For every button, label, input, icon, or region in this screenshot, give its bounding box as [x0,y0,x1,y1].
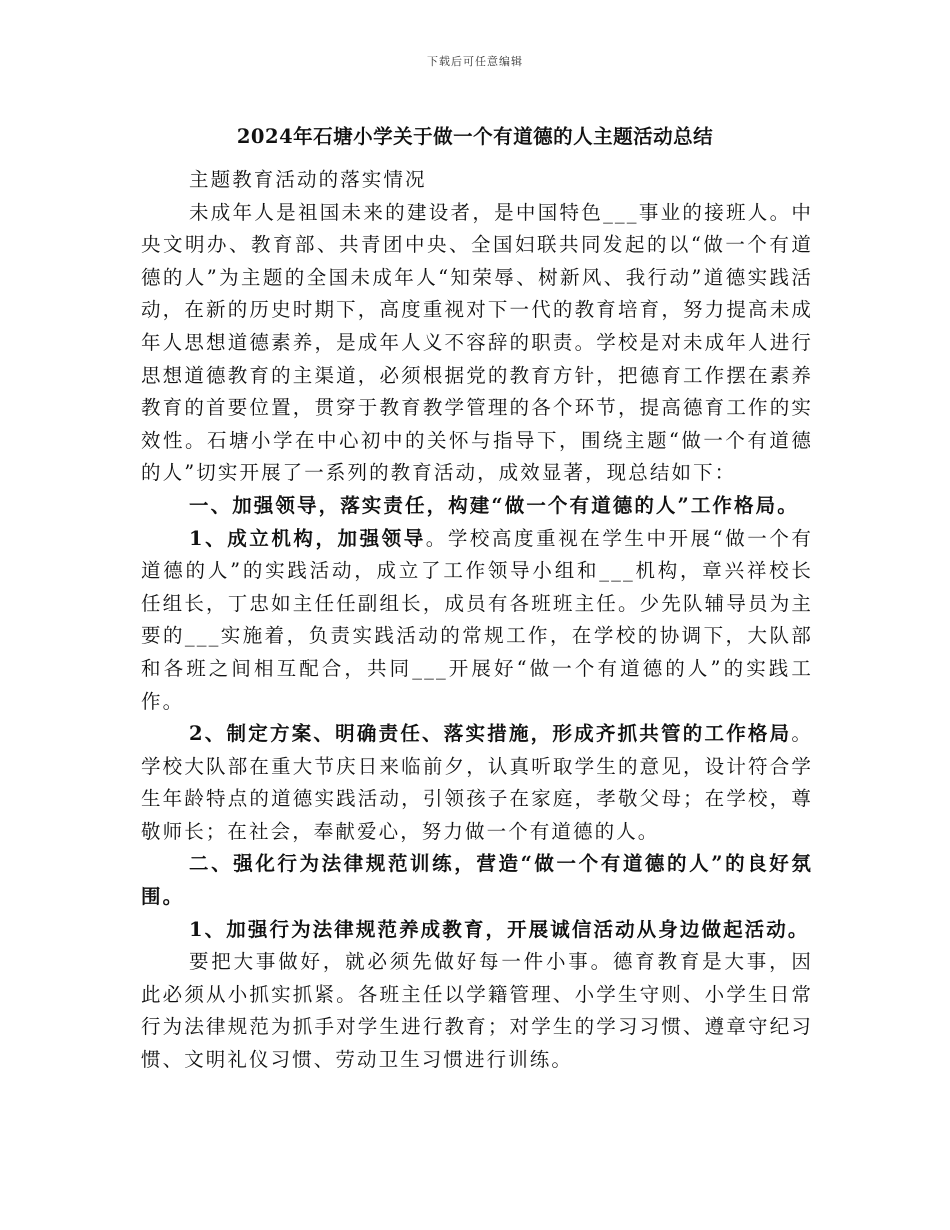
item2-body: 。学校大队部在重大节庆日来临前夕，认真听取学生的意见，设计符合学生年龄特点的道德实践活动，引领孩子在家庭，孝敬父母；在学校，尊敬师长；在社会，奉献爱心，努力做一个有道德的人。 [141,722,813,843]
item1-heading: 1、成立机构，加强领导 [189,526,426,550]
section2-heading: 二、强化行为法律规范训练，营造“做一个有道德的人”的良好氛围。 [141,852,813,909]
header-note: 下载后可任意编辑 [427,55,523,68]
document-body [141,164,813,1077]
document-title: 2024年石塘小学关于做一个有道德的人主题活动总结 [236,125,714,148]
subheading: 主题教育活动的落实情况 [189,168,427,191]
item1-paragraph [141,523,813,719]
section1-heading: 一、加强领导，落实责任，构建“做一个有道德的人”工作格局。 [189,493,799,517]
item3-heading: 1、加强行为法律规范养成教育，开展诚信活动从身边做起活动。 [189,917,810,941]
item1-body: 。学校高度重视在学生中开展“做一个有道德的人”的实践活动，成立了工作领导小组和___机构，章兴祥校长任组长，丁忠如主任任副组长，成员有各班班主任。少先队辅导员为主要的___实施着，负责实践活动的常规工作，在学校的协调下，大队部和各班之间相互配合，共同___开展好“做一个有道德的人”的实践工作。 [141,526,813,713]
item2-heading: 2、制定方案、明确责任、落实措施，形成齐抓共管的工作格局 [189,722,792,746]
intro-paragraph: 未成年人是祖国未来的建设者，是中国特色___事业的接班人。中央文明办、教育部、共青团中央、全国妇联共同发起的以“做一个有道德的人”为主题的全国未成年人“知荣辱、树新风、我行动”道德实践活动，在新的历史时期下，高度重视对下一代的教育培育，努力提高未成年人思想道德素养，是成年人义不容辞的职责。学校是对未成年人进行思想道德教育的主渠道，必须根据党的教育方针，把德育工作摆在素养教育的首要位置，贯穿于教育教学管理的各个环节，提高德育工作的实效性。石塘小学在中心初中的关怀与指导下，围绕主题“做一个有道德的人”切实开展了一系列的教育活动，成效显著，现总结如下： [141,200,813,485]
item3-body: 要把大事做好，就必须先做好每一件小事。德育教育是大事，因此必须从小抓实抓紧。各班主任以学籍管理、小学生守则、小学生日常行为法律规范为抓手对学生进行教育；对学生的学习习惯、遵章守纪习惯、文明礼仪习惯、劳动卫生习惯进行训练。 [141,950,813,1072]
item2-paragraph [141,718,813,848]
